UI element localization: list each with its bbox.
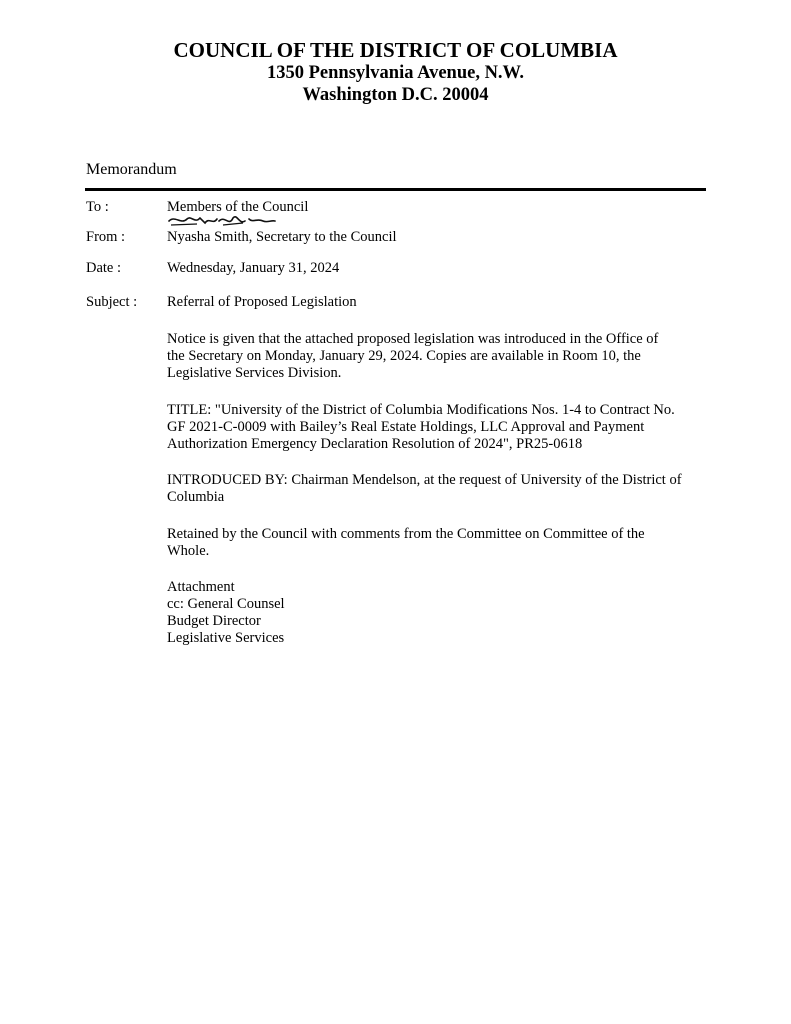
memorandum-label: Memorandum (86, 161, 177, 178)
introduced-line: Columbia (167, 489, 225, 505)
cc-line: cc: General Counsel (167, 596, 285, 612)
notice-line: Legislative Services Division. (167, 365, 342, 381)
attachment-line: Attachment (167, 579, 235, 595)
introduced-line: INTRODUCED BY: Chairman Mendelson, at the request of University of the District of (167, 472, 682, 488)
cc-line: Legislative Services (167, 630, 285, 646)
retained-line: Retained by the Council with comments from the Committee on Committee of the (167, 526, 645, 542)
date-value: Wednesday, January 31, 2024 (167, 260, 340, 276)
subject-label: Subject : (86, 294, 138, 310)
title-line: GF 2021-C-0009 with Bailey’s Real Estate Holdings, LLC Approval and Payment (167, 419, 645, 435)
cc-line: Budget Director (167, 613, 261, 629)
notice-paragraph (167, 331, 712, 382)
date-label: Date : (86, 260, 122, 276)
to-value: Members of the Council (167, 199, 309, 215)
from-value: Nyasha Smith, Secretary to the Council (167, 229, 397, 245)
attachment-block (167, 579, 712, 647)
subject-value: Referral of Proposed Legislation (167, 294, 357, 310)
notice-line: the Secretary on Monday, January 29, 2024. Copies are available in Room 10, the (167, 348, 641, 364)
title-line: Authorization Emergency Declaration Resolution of 2024", PR25-0618 (167, 436, 583, 452)
title-paragraph (167, 402, 712, 453)
to-label: To : (86, 199, 109, 215)
notice-line: Notice is given that the attached proposed legislation was introduced in the Office of (167, 331, 659, 347)
retained-paragraph (167, 526, 712, 560)
address-line-2: Washington D.C. 20004 (302, 85, 489, 105)
title-line: TITLE: "University of the District of Columbia Modifications Nos. 1-4 to Contract No. (167, 402, 675, 418)
organization-name: COUNCIL OF THE DISTRICT OF COLUMBIA (173, 38, 618, 62)
retained-line: Whole. (167, 543, 210, 559)
from-label: From : (86, 229, 126, 245)
introduced-by-paragraph (167, 472, 712, 506)
address-line-1: 1350 Pennsylvania Avenue, N.W. (267, 63, 524, 83)
header-divider (85, 188, 706, 191)
letterhead (0, 38, 791, 106)
